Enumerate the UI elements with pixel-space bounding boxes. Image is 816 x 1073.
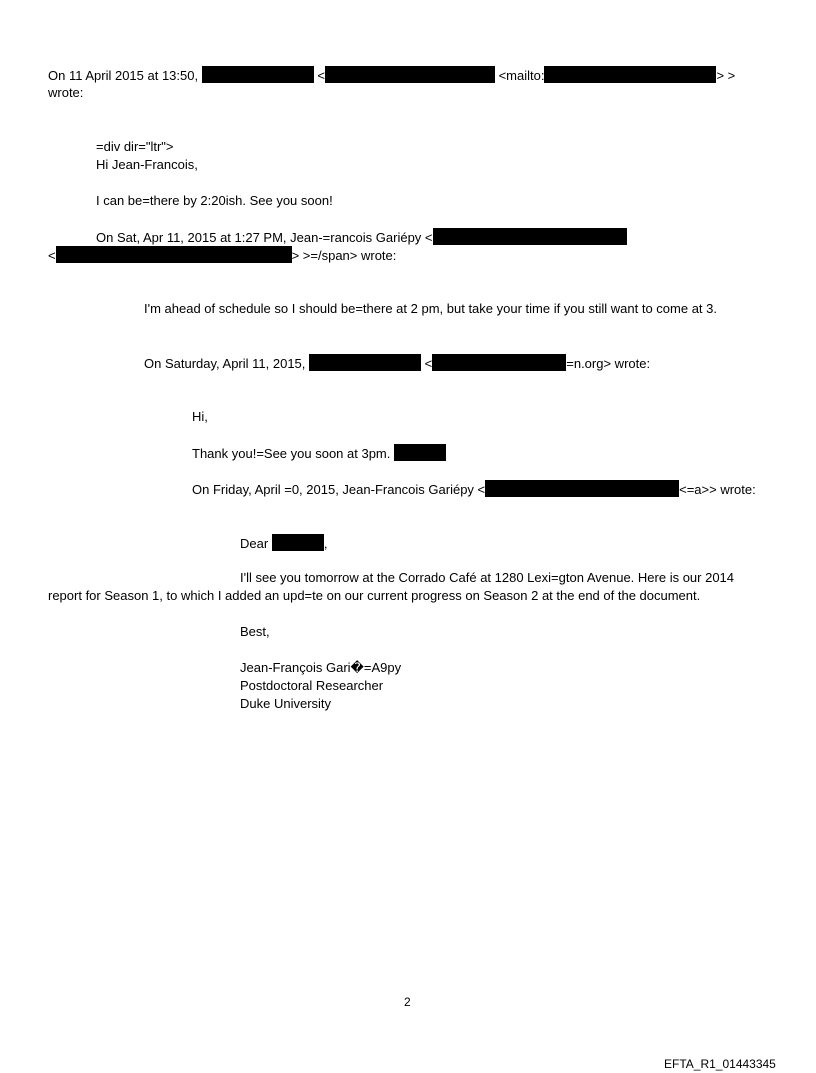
body-level2: I'm ahead of schedule so I should be=there at 2 pm, but take your time if you still want to come at 3. <box>144 301 717 316</box>
quote-lt: < <box>424 356 433 371</box>
quote-end-text: > >=/span> wrote: <box>291 248 397 263</box>
redaction-box <box>56 246 292 263</box>
header-lt: < <box>317 68 325 83</box>
signature-name: Jean-François Gari�=A9py <box>240 660 402 675</box>
redaction-box <box>485 480 679 497</box>
redaction-box <box>272 534 324 551</box>
dear-comma: , <box>323 536 328 551</box>
div-tag-text: =div dir="ltr"> <box>96 139 174 154</box>
quote-intro-level3 <box>192 480 756 499</box>
body-level3 <box>192 444 446 463</box>
dear-text: Dear <box>240 536 269 551</box>
quote-end-text: <=a>> wrote: <box>679 482 756 497</box>
quote-end-text: =n.org> wrote: <box>566 356 651 371</box>
body-level4-line2: report for Season 1, to which I added an upd=te on our current progress on Season 2 at the end of the document. <box>48 588 701 603</box>
redaction-box <box>433 228 627 245</box>
redaction-box <box>544 66 716 83</box>
body-level1: I can be=there by 2:20ish. See you soon! <box>96 193 333 208</box>
greeting-level3: Hi, <box>192 409 208 424</box>
redaction-box <box>309 354 421 371</box>
signature-org: Duke University <box>240 696 332 711</box>
quote-intro-level1-cont <box>48 246 396 265</box>
closing: Best, <box>240 624 270 639</box>
redaction-box <box>394 444 446 461</box>
quote-lt: < <box>48 248 56 263</box>
header-line <box>48 66 735 85</box>
redaction-box <box>432 354 566 371</box>
signature-title: Postdoctoral Researcher <box>240 678 384 693</box>
quote-intro-text: On Sat, Apr 11, 2015 at 1:27 PM, Jean-=rancois Gariépy < <box>96 230 433 245</box>
header-date: On 11 April 2015 at 13:50, <box>48 68 199 83</box>
quote-intro-level2 <box>144 354 650 373</box>
greeting-level1: Hi Jean-Francois, <box>96 157 198 172</box>
quote-intro-level1 <box>96 228 627 247</box>
quote-intro-text: On Friday, April =0, 2015, Jean-Francois Gariépy < <box>192 482 486 497</box>
redaction-box <box>202 66 314 83</box>
header-wrote: wrote: <box>48 85 84 100</box>
body-text: Thank you!=See you soon at 3pm. <box>192 446 391 461</box>
header-close: > > <box>716 68 736 83</box>
page-number: 2 <box>404 995 411 1009</box>
body-level4-line1: I'll see you tomorrow at the Corrado Café at 1280 Lexi=gton Avenue. Here is our 2014 <box>240 570 735 585</box>
dear-line <box>240 534 327 553</box>
document-id: EFTA_R1_01443345 <box>664 1057 776 1071</box>
header-mailto: <mailto: <box>498 68 545 83</box>
quote-intro-text: On Saturday, April 11, 2015, <box>144 356 306 371</box>
redaction-box <box>325 66 495 83</box>
